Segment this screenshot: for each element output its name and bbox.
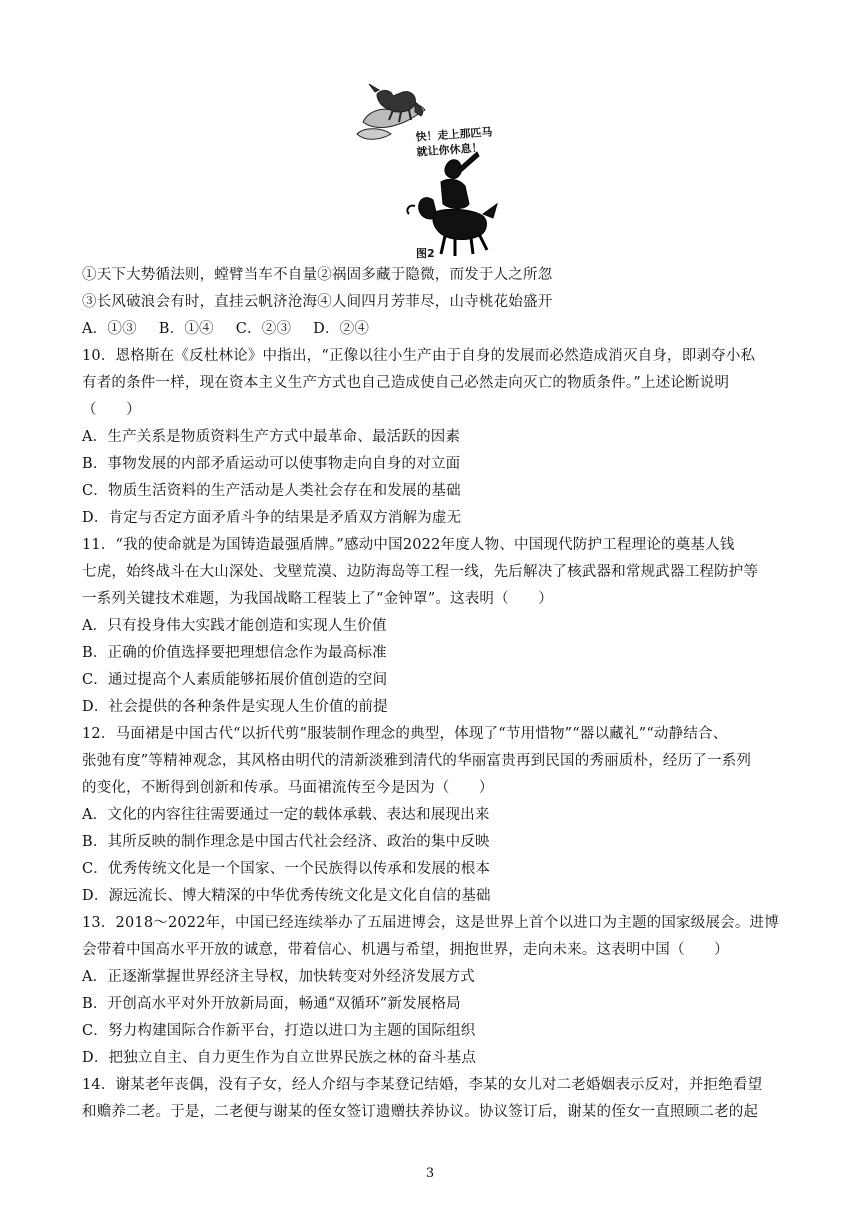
q9-option-d: D．②④ bbox=[313, 321, 370, 337]
q10-option-b: B．事物发展的内部矛盾运动可以使事物走向自身的对立面 bbox=[82, 456, 461, 472]
q9-items-line-2: ③长风破浪会有时，直挂云帆济沧海④人间四月芳菲尽，山寺桃花始盛开 bbox=[82, 294, 553, 310]
q12-stem-line-3: 的变化，不断得到创新和传承。马面裙流传至今是因为（ ） bbox=[82, 780, 494, 796]
q9-option-c: C．②③ bbox=[235, 321, 292, 337]
q10-option-d: D．肯定与否定方面矛盾斗争的结果是矛盾双方消解为虚无 bbox=[82, 510, 462, 526]
q9-option-b: B．①④ bbox=[158, 321, 214, 337]
q11-stem-line-1: 11．“我的使命就是为国铸造最强盾牌。”感动中国2022年度人物、中国现代防护工程理论的奠基人钱 bbox=[82, 537, 735, 553]
q9-option-a: A．①③ bbox=[82, 321, 137, 337]
q11-option-d: D．社会提供的各种条件是实现人生价值的前提 bbox=[82, 699, 388, 715]
cartoon-illustration bbox=[355, 82, 505, 260]
page-number: 3 bbox=[425, 1166, 435, 1181]
question-text-area bbox=[82, 262, 782, 1126]
q10-option-a: A．生产关系是物质资料生产方式中最革命、最活跃的因素 bbox=[82, 429, 461, 445]
q10-stem-line-3: （ ） bbox=[82, 402, 141, 418]
speech-line-2: 就让你休息！ bbox=[416, 141, 483, 159]
q11-option-a: A．只有投身伟大实践才能创造和实现人生价值 bbox=[82, 618, 387, 634]
q12-stem-line-1: 12．马面裙是中国古代“以折代剪”服装制作理念的典型，体现了“节用惜物”“器以藏礼”“动静结合、 bbox=[82, 726, 728, 742]
q10-option-c: C．物质生活资料的生产活动是人类社会存在和发展的基础 bbox=[82, 483, 461, 499]
q11-option-b: B．正确的价值选择要把理想信念作为最高标准 bbox=[82, 645, 387, 661]
q13-stem-line-1: 13．2018～2022年，中国已经连续举办了五届进博会，这是世界上首个以进口为主题的国家级展会。进博 bbox=[82, 915, 779, 931]
q9-items-line-1: ①天下大势循法则，螳臂当车不自量②祸固多藏于隐微，而发于人之所忽 bbox=[82, 267, 553, 283]
q13-option-b: B．开创高水平对外开放新局面，畅通“双循环”新发展格局 bbox=[82, 996, 461, 1012]
rider-on-donkey bbox=[407, 152, 497, 256]
q11-option-c: C．通过提高个人素质能够拓展价值创造的空间 bbox=[82, 672, 388, 688]
q14-stem-line-1: 14．谢某老年丧偶，没有子女，经人介绍与李某登记结婚，李某的女儿对二老婚姻表示反对，并拒绝看望 bbox=[82, 1077, 763, 1093]
q13-option-a: A．正逐渐掌握世界经济主导权，加快转变对外经济发展方式 bbox=[82, 969, 475, 985]
q12-option-a: A．文化的内容往往需要通过一定的载体承载、表达和展现出来 bbox=[82, 807, 490, 823]
q12-stem-line-2: 张弛有度”等精神观念，其风格由明代的清新淡雅到清代的华丽富贵再到民国的秀丽质朴，经历了一系列 bbox=[82, 753, 752, 769]
cartoon-speech-text bbox=[415, 124, 497, 160]
figure-caption: 图2 bbox=[416, 247, 435, 260]
q12-option-c: C．优秀传统文化是一个国家、一个民族得以传承和发展的根本 bbox=[82, 861, 491, 877]
q11-stem-line-2: 七虎，始终战斗在大山深处、戈壁荒漠、边防海岛等工程一线，先后解决了核武器和常规武器工程防护等 bbox=[82, 564, 759, 580]
q12-option-d: D．源远流长、博大精深的中华优秀传统文化是文化自信的基础 bbox=[82, 888, 491, 904]
q9-options bbox=[82, 316, 782, 343]
q13-option-d: D．把独立自主、自力更生作为自立世界民族之林的奋斗基点 bbox=[82, 1050, 477, 1066]
q14-stem-line-2: 和赡养二老。于是，二老便与谢某的侄女签订遗赠扶养协议。协议签订后，谢某的侄女一直照顾二老的起 bbox=[82, 1104, 759, 1120]
q13-stem-line-2: 会带着中国高水平开放的诚意，带着信心、机遇与希望，拥抱世界，走向未来。这表明中国（ ） bbox=[82, 942, 729, 958]
q10-stem-line-1: 10．恩格斯在《反杜林论》中指出，“正像以往小生产由于自身的发展而必然造成消灭自身，即剥夺小私 bbox=[82, 348, 756, 364]
q13-option-c: C．努力构建国际合作新平台，打造以进口为主题的国际组织 bbox=[82, 1023, 476, 1039]
q11-stem-line-3: 一系列关键技术难题，为我国战略工程装上了“金钟罩”。这表明（ ） bbox=[82, 591, 553, 607]
q10-stem-line-2: 有者的条件一样，现在资本主义生产方式也自己造成使自己必然走向灭亡的物质条件。”上述论断说明 bbox=[82, 375, 730, 391]
speech-line-1: 快！走上那匹马 bbox=[415, 125, 493, 144]
q12-option-b: B．其所反映的制作理念是中国古代社会经济、政治的集中反映 bbox=[82, 834, 490, 850]
